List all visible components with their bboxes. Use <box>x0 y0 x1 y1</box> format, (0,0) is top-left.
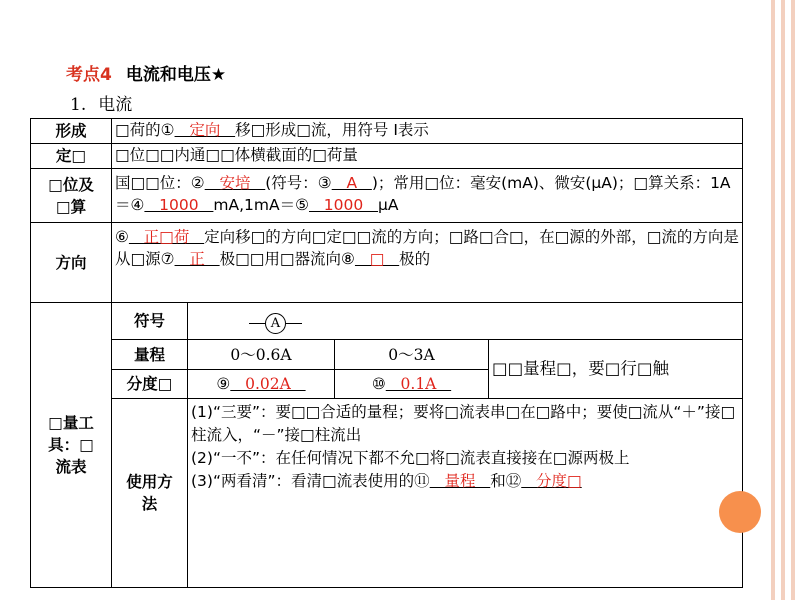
text: 极的 <box>399 250 431 268</box>
text: 移□形成□流，用符号 I表示 <box>235 121 429 139</box>
text: )；常用□位：毫安(mA)、微安(μA)；□算关系：1A＝④ <box>115 174 731 214</box>
usage-3 <box>191 470 739 493</box>
row-danwei <box>31 169 743 223</box>
text: 定向移□的方向□定□□流的方向；□路□合□，在□源的外部，□流的方向是从□源⑦ <box>115 228 739 268</box>
content-xingcheng <box>112 119 743 144</box>
label-liangcheng: 量程 <box>112 340 188 370</box>
text: 和⑫ <box>490 472 522 490</box>
text: 国□□位：② <box>115 174 205 192</box>
text: μA <box>378 196 399 214</box>
answer-11: 量程 <box>429 472 491 490</box>
row-dingyi <box>31 144 743 169</box>
usage-2: (2)“一不”：在任何情况下都不允□将□流表直接接在□源两极上 <box>191 449 630 467</box>
subsection-title: 电流 <box>98 95 133 115</box>
answer-8: □ <box>354 250 400 268</box>
answer-4: 1000 <box>144 196 214 214</box>
content-danwei <box>112 169 743 223</box>
ammeter-symbol <box>249 313 302 334</box>
label-xingcheng: 形成 <box>31 119 112 144</box>
answer-9: 0.02A <box>230 375 306 393</box>
label-ammeter <box>31 303 112 588</box>
right-stripe-1 <box>771 0 775 600</box>
range-note: □□量程□，要□行□触 <box>489 340 743 399</box>
subsection-number: 1. <box>70 95 87 115</box>
label-line: □算 <box>55 197 87 216</box>
label-line: 使用方 <box>126 473 173 491</box>
label-line: □位及 <box>48 175 94 194</box>
row-xingcheng <box>31 119 743 144</box>
row-liangcheng <box>31 340 743 370</box>
label-dingyi: 定□ <box>31 144 112 169</box>
text: (3)“两看清”：看清□流表使用的⑪ <box>191 472 430 490</box>
ammeter-symbol-cell <box>188 303 743 340</box>
content-dingyi: □位□□内通□□体横截面的□荷量 <box>112 144 743 169</box>
ammeter-symbol-letter: A <box>265 313 286 334</box>
subsection-heading <box>70 90 132 115</box>
text: ⑨ <box>216 375 231 393</box>
range-1: 0～0.6A <box>188 340 335 370</box>
answer-10: 0.1A <box>385 375 452 393</box>
usage-1: (1)“三要”：要□□合适的量程；要将□流表串□在□路中；要使□流从“＋”接□柱流入，“－”接□柱流出 <box>191 403 736 444</box>
text: ⑩ <box>371 375 386 393</box>
fendu-1 <box>188 370 335 399</box>
row-fuhao <box>31 303 743 340</box>
answer-3: A <box>331 174 372 192</box>
answer-6: 正□荷 <box>128 228 205 246</box>
answer-5: 1000 <box>309 196 379 214</box>
row-fangxiang <box>31 223 743 303</box>
label-line: 法 <box>141 495 158 513</box>
label-fangxiang: 方向 <box>31 223 112 303</box>
section-title: 电流和电压★ <box>125 65 227 85</box>
answer-12: 分度□ <box>521 472 582 490</box>
fendu-2 <box>335 370 489 399</box>
range-2: 0～3A <box>335 340 489 370</box>
row-usage <box>31 399 743 588</box>
label-line: 流表 <box>55 458 87 476</box>
text: (符号：③ <box>265 174 332 192</box>
text: 极□□用□器流向⑧ <box>219 250 355 268</box>
text: mA,1mA＝⑤ <box>213 196 310 214</box>
content-fangxiang <box>112 223 743 303</box>
section-heading <box>66 60 226 85</box>
answer-1: 定向 <box>174 121 236 139</box>
right-stripe-3 <box>791 0 795 600</box>
label-fendu: 分度□ <box>112 370 188 399</box>
label-fuhao: 符号 <box>112 303 188 340</box>
answer-7: 正 <box>174 250 220 268</box>
current-table <box>30 118 743 588</box>
kaodian-label: 考点4 <box>66 65 112 85</box>
usage-content <box>188 399 743 588</box>
label-usage <box>112 399 188 588</box>
text: ⑥ <box>115 228 129 246</box>
label-danwei <box>31 169 112 223</box>
answer-2: 安培 <box>204 174 266 192</box>
right-stripe-2 <box>781 0 785 600</box>
label-line: 具：□ <box>48 436 94 454</box>
text: □荷的① <box>115 121 175 139</box>
decorative-circle <box>719 491 761 533</box>
label-line: □量工 <box>48 414 94 432</box>
